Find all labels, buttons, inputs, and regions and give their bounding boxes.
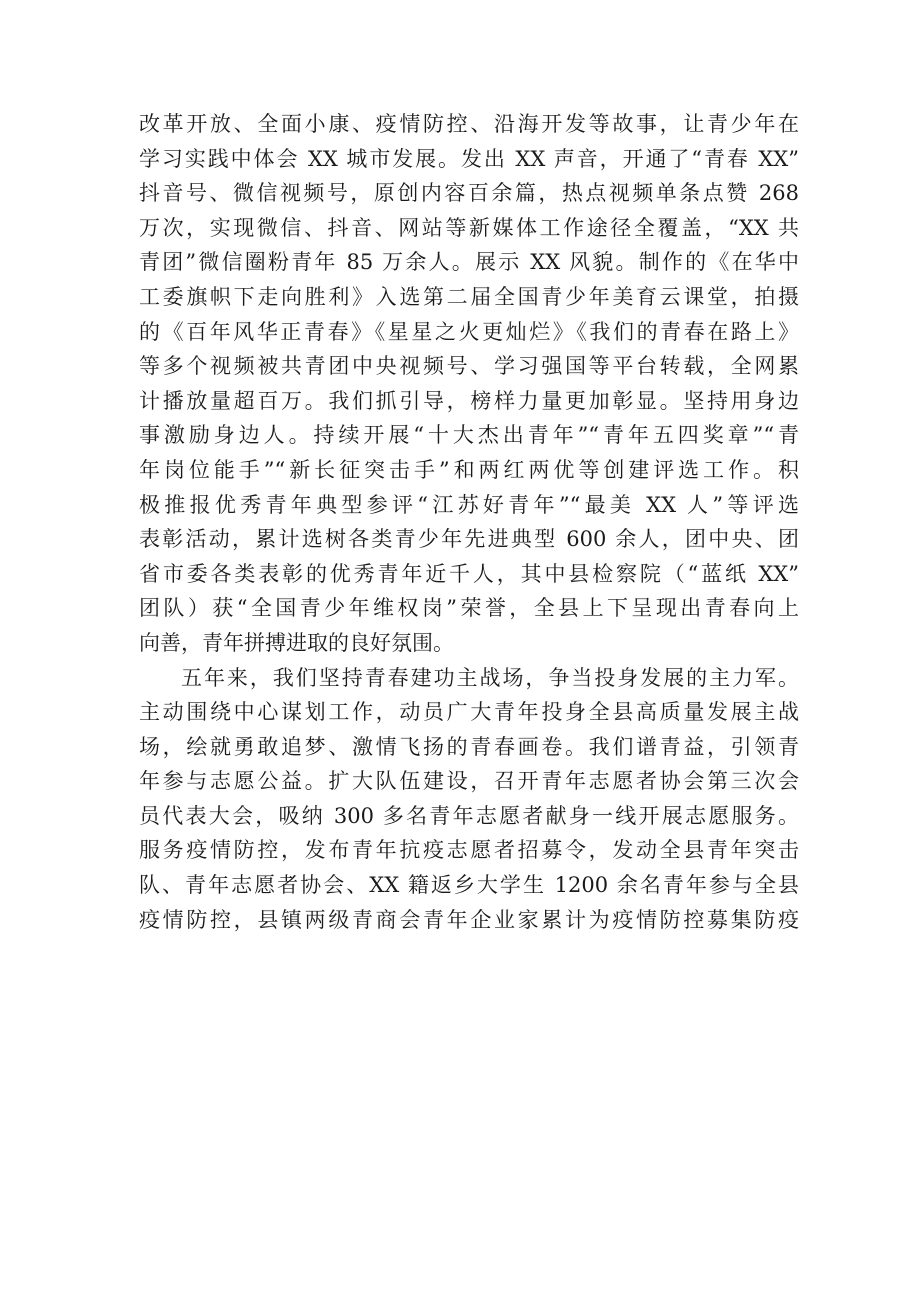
text-line: 服务疫情防控，发布青年抗疫志愿者招募令，发动全县青年突击 [139, 838, 799, 863]
text-line: 学习实践中体会 XX 城市发展。发出 XX 声音，开通了“青春 XX” [139, 146, 799, 171]
paragraph-1 [139, 107, 799, 661]
text-line: 极推报优秀青年典型参评“江苏好青年”“最美 XX 人”等评选 [139, 492, 799, 517]
text-line: 改革开放、全面小康、疫情防控、沿海开发等故事，让青少年在 [139, 112, 799, 136]
text-line: 场，绘就勇敢追梦、激情飞扬的青春画卷。我们谱青益，引领青 [139, 734, 799, 759]
text-line: 员代表大会，吸纳 300 多名青年志愿者献身一线开展志愿服务。 [139, 803, 799, 828]
text-line: 年岗位能手”“新长征突击手”和两红两优等创建评选工作。积 [139, 457, 799, 482]
paragraph-2 [139, 661, 799, 938]
document-body [139, 107, 799, 937]
text-line: 的《百年风华正青春》《星星之火更灿烂》《我们的青春在路上》 [139, 319, 799, 344]
text-line: 向善，青年拼搏进取的良好氛围。 [139, 630, 454, 655]
text-line: 主动围绕中心谋划工作，动员广大青年投身全县高质量发展主战 [139, 700, 799, 725]
text-line: 青团”微信圈粉青年 85 万余人。展示 XX 风貌。制作的《在华中 [139, 250, 799, 275]
text-line: 年参与志愿公益。扩大队伍建设，召开青年志愿者协会第三次会 [139, 769, 799, 794]
text-line: 表彰活动，累计选树各类青少年先进典型 600 余人，团中央、团 [139, 527, 799, 552]
text-line: 五年来，我们坚持青春建功主战场，争当投身发展的主力军。 [181, 665, 799, 690]
text-line: 疫情防控，县镇两级青商会青年企业家累计为疫情防控募集防疫 [139, 907, 799, 932]
text-line: 队、青年志愿者协会、XX 籍返乡大学生 1200 余名青年参与全县 [139, 873, 799, 898]
text-line: 万次，实现微信、抖音、网站等新媒体工作途径全覆盖，“XX 共 [139, 215, 799, 240]
text-line: 省市委各类表彰的优秀青年近千人，其中县检察院（“蓝纸 XX” [139, 561, 799, 586]
text-line: 事激励身边人。持续开展“十大杰出青年”“青年五四奖章”“青 [139, 423, 799, 448]
text-line: 抖音号、微信视频号，原创内容百余篇，热点视频单条点赞 268 [139, 181, 799, 206]
text-line: 计播放量超百万。我们抓引导，榜样力量更加彰显。坚持用身边 [139, 388, 799, 413]
text-line: 等多个视频被共青团中央视频号、学习强国等平台转载，全网累 [139, 354, 799, 379]
text-line: 团队）获“全国青少年维权岗”荣誉，全县上下呈现出青春向上 [139, 596, 799, 621]
text-line: 工委旗帜下走向胜利》入选第二届全国青少年美育云课堂，拍摄 [139, 284, 799, 309]
